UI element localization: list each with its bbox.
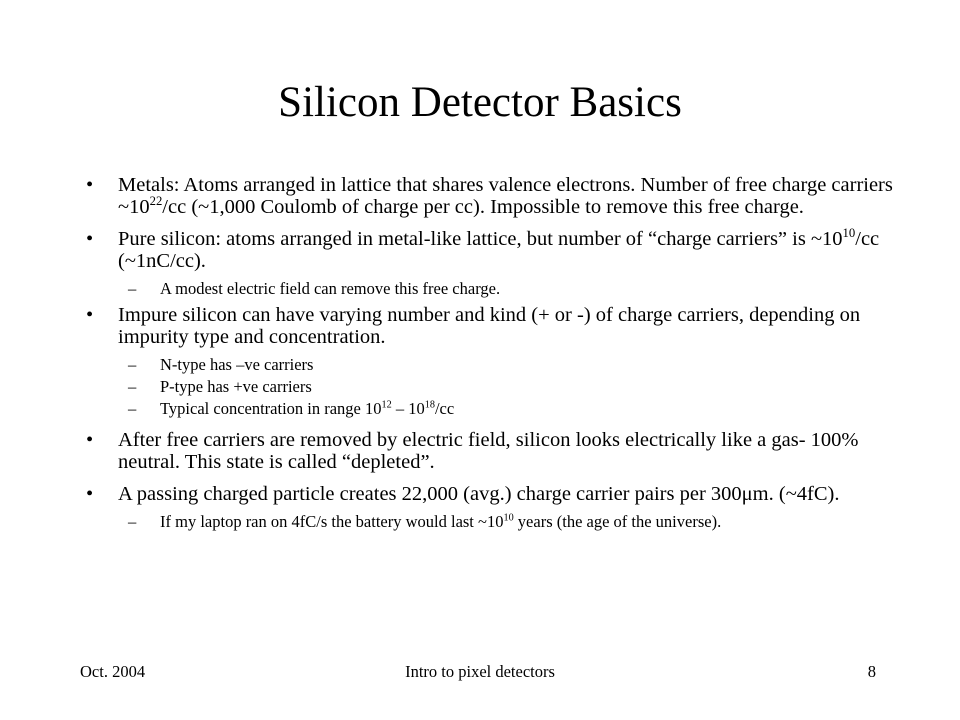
slide-body bbox=[86, 174, 916, 537]
subbullet-p-type bbox=[86, 377, 916, 397]
exponent: 18 bbox=[424, 399, 435, 411]
bullet-depleted bbox=[86, 429, 916, 473]
mu-symbol: μ bbox=[741, 483, 753, 505]
bullet-text: Impure silicon can have varying number and kind (+ or -) of charge carriers, depending on impurity type and concentration. bbox=[118, 304, 861, 348]
bullet-text-cont: /cc (~1,000 Coulomb of charge per cc). Impossible to remove this free charge. bbox=[162, 196, 804, 218]
bullet-dot: • bbox=[86, 228, 94, 250]
sub-bullet-dash: – bbox=[128, 512, 137, 531]
sub-bullet-dash: – bbox=[128, 355, 137, 374]
sub-bullet-dash: – bbox=[128, 279, 137, 298]
subbullet-text: N-type has –ve carriers bbox=[160, 355, 314, 374]
subbullet-text: A modest electric field can remove this free charge. bbox=[160, 279, 501, 298]
exponent: 22 bbox=[149, 194, 163, 209]
subbullet-concentration bbox=[86, 399, 916, 419]
subbullet-laptop bbox=[86, 512, 916, 532]
bullet-dot: • bbox=[86, 174, 94, 196]
subbullet-text-cont: years (the age of the universe). bbox=[513, 512, 722, 531]
subbullet-text: If my laptop ran on 4fC/s the battery would last ~10 bbox=[160, 512, 504, 531]
footer-title: Intro to pixel detectors bbox=[405, 662, 555, 681]
exponent: 10 bbox=[503, 512, 514, 524]
exponent: 12 bbox=[381, 399, 392, 411]
slide-title: Silicon Detector Basics bbox=[278, 79, 682, 126]
bullet-text: Metals: Atoms arranged in lattice that shares valence electrons. Number of free charge carriers ~10 bbox=[118, 174, 893, 218]
footer-date: Oct. 2004 bbox=[80, 662, 146, 681]
bullet-dot: • bbox=[86, 483, 94, 505]
bullet-charged-particle bbox=[86, 483, 916, 505]
subbullet-text: P-type has +ve carriers bbox=[160, 377, 312, 396]
bullet-dot: • bbox=[86, 429, 94, 451]
subbullet-n-type bbox=[86, 355, 916, 375]
bullet-text: Pure silicon: atoms arranged in metal-like lattice, but number of “charge carriers” is ~10 bbox=[118, 228, 843, 250]
subbullet-text-cont: – 10 bbox=[391, 399, 425, 418]
exponent: 10 bbox=[842, 226, 856, 241]
footer-page-number: 8 bbox=[867, 662, 876, 681]
bullet-impure-silicon bbox=[86, 304, 916, 348]
subbullet-text-end: /cc bbox=[434, 399, 455, 418]
bullet-text-cont: /cc (~1nC/cc). bbox=[118, 228, 880, 272]
sub-bullet-dash: – bbox=[128, 399, 137, 418]
sub-bullet-dash: – bbox=[128, 377, 137, 396]
subbullet-text: Typical concentration in range 10 bbox=[160, 399, 382, 418]
bullet-text: A passing charged particle creates 22,000 (avg.) charge carrier pairs per 300 bbox=[118, 483, 742, 505]
subbullet-electric-field bbox=[86, 279, 916, 299]
bullet-dot: • bbox=[86, 304, 94, 326]
bullet-text: After free carriers are removed by electric field, silicon looks electrically like a gas- 100% neutral. This state is called “depleted”. bbox=[118, 429, 859, 473]
bullet-metals bbox=[86, 174, 916, 218]
bullet-text-cont: m. (~4fC). bbox=[752, 483, 840, 505]
bullet-pure-silicon bbox=[86, 228, 916, 272]
